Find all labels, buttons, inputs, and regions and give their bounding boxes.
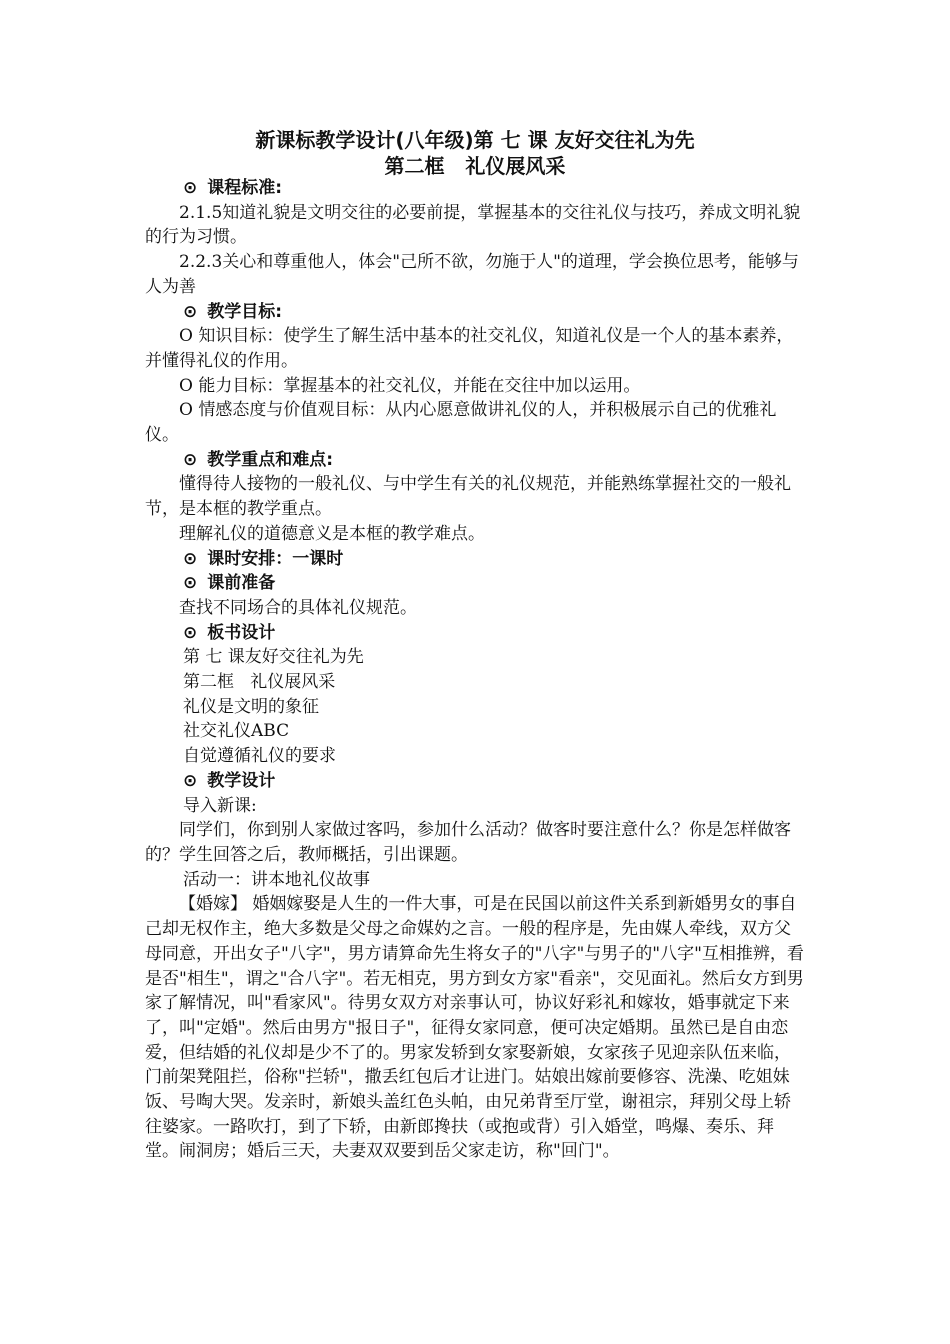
board-line: 第二框 礼仪展风采	[183, 672, 336, 693]
keypoint-paragraph-1: 懂得待人接物的一般礼仪、与中学生有关的礼仪规范，并能熟练掌握社交的一般礼节，是本框的教学重点。	[145, 474, 791, 520]
board-line: 礼仪是文明的象征	[183, 696, 319, 717]
bullet-icon: ⊙	[183, 770, 198, 791]
intro-label: 导入新课:	[183, 795, 257, 816]
wedding-paragraph: 【婚嫁】 婚姻嫁娶是人生的一件大事，可是在民国以前这件关系到新婚男女的事自己却无权作主，绝大多数是父母之命媒妁之言。一般的程序是，先由媒人牵线，双方父母同意，开出女子"八字"，男方请算命先生将女子的"八字"与男子的"八字"互相推辨，看是否"相生"，谓之"合八字"。若无相克，男方到女方家"看亲"，交见面礼。然后女方到男家了解情况，叫"看家风"。待男女双方对亲事认可，协议好彩礼和嫁妆，婚事就定下来了，叫"定婚"。然后由男方"报日子"，征得女家同意，便可决定婚期。虽然已是自由恋爱，但结婚的礼仪却是少不了的。男家发轿到女家娶新娘，女家孩子见迎亲队伍来临，门前架凳阻拦，俗称"拦轿"，撒丢红包后才让进门。姑娘出嫁前要修容、洗澡、吃姐妹饭、号啕大哭。发亲时，新娘头盖红色头帕，由兄弟背至厅堂，谢祖宗，拜别父母上轿往婆家。一路吹打，到了下轿，由新郎搀扶（或抱或背）引入婚堂，鸣爆、奏乐、拜堂。闹洞房；婚后三天，夫妻双双要到岳父家走访，称"回门"。	[145, 894, 804, 1162]
intro-paragraph: 同学们，你到别人家做过客吗，参加什么活动？做客时要注意什么？你是怎样做客的？学生回答之后，教师概括，引出课题。	[145, 820, 791, 865]
curriculum-paragraph-1: 2.1.5知道礼貌是文明交往的必要前提，掌握基本的交往礼仪与技巧，养成文明礼貌的行为习惯。	[145, 202, 801, 248]
goal-ability: O 能力目标：掌握基本的社交礼仪，并能在交往中加以运用。	[179, 375, 641, 396]
bullet-icon: ⊙	[183, 178, 198, 198]
section-heading-board: ⊙ 板书设计	[183, 622, 276, 643]
bullet-icon: ⊙	[183, 622, 198, 643]
document-title: 新课标教学设计(八年级)第 七 课 友好交往礼为先	[255, 128, 695, 152]
bullet-icon: ⊙	[183, 573, 198, 594]
bullet-icon: ⊙	[183, 548, 198, 569]
section-heading-schedule: ⊙ 课时安排：一课时	[183, 548, 344, 569]
activity-label: 活动一：讲本地礼仪故事	[183, 869, 370, 890]
bullet-icon: ⊙	[183, 301, 198, 322]
section-heading-prep: ⊙ 课前准备	[183, 573, 276, 594]
board-line: 第 七 课友好交往礼为先	[183, 647, 364, 668]
goal-knowledge: O 知识目标：使学生了解生活中基本的社交礼仪，知道礼仪是一个人的基本素养，并懂得礼仪的作用。	[145, 326, 794, 371]
keypoint-paragraph-2: 理解礼仪的道德意义是本框的教学难点。	[179, 523, 485, 544]
section-heading-curriculum: ⊙ 课程标准:	[183, 178, 283, 198]
board-line: 社交礼仪ABC	[183, 721, 290, 742]
board-line: 自觉遵循礼仪的要求	[183, 746, 336, 767]
prep-paragraph: 查找不同场合的具体礼仪规范。	[179, 597, 417, 618]
curriculum-paragraph-2: 2.2.3关心和尊重他人，体会"己所不欲，勿施于人"的道理，学会换位思考，能够与人为善	[145, 252, 799, 297]
section-heading-keypoints: ⊙ 教学重点和难点:	[183, 449, 334, 470]
goal-emotion: O 情感态度与价值观目标：从内心愿意做讲礼仪的人，并积极展示自己的优雅礼仪。	[145, 400, 777, 446]
section-heading-design: ⊙ 教学设计	[183, 770, 276, 791]
document-body	[145, 176, 805, 1164]
section-heading-goals: ⊙ 教学目标:	[183, 301, 283, 322]
document-subtitle: 第二框 礼仪展风采	[384, 154, 566, 178]
bullet-icon: ⊙	[183, 449, 198, 470]
